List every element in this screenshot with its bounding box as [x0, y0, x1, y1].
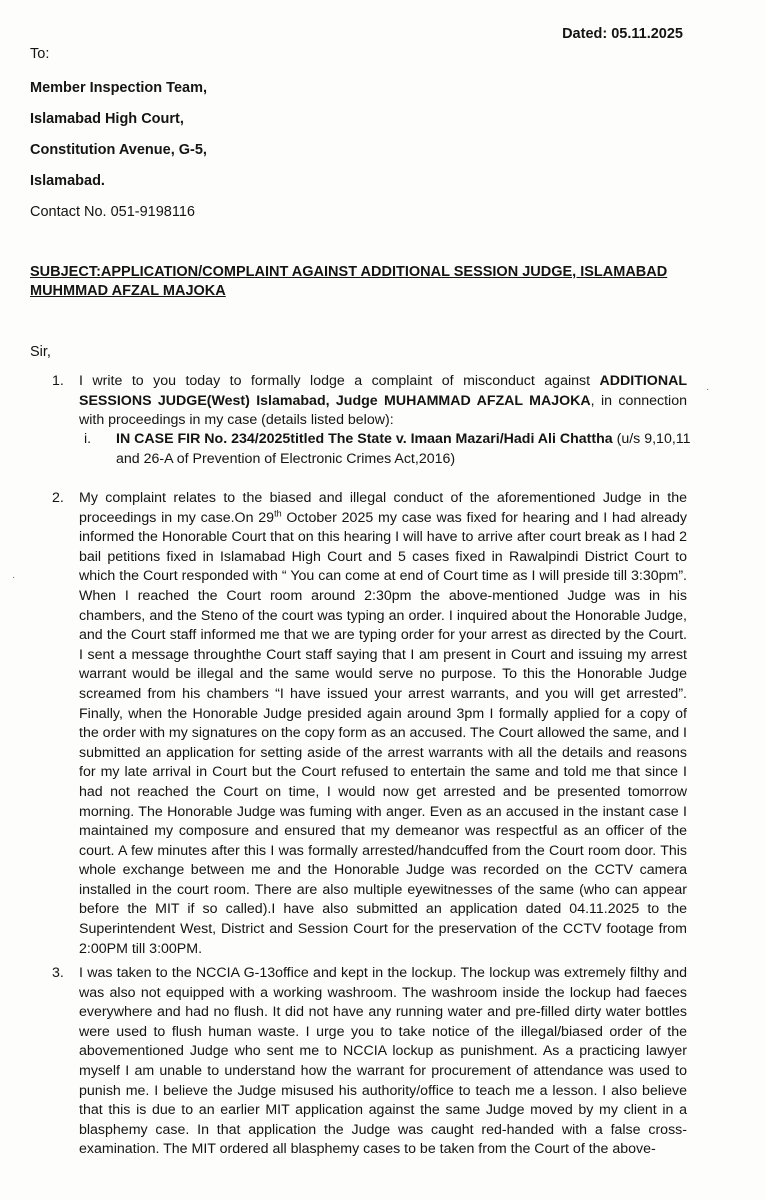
superscript: th: [274, 507, 282, 518]
bold-run: IN CASE FIR No. 234/2025titled The State v. Imaan Mazari/Hadi Ali Chattha: [116, 431, 613, 447]
sub-item-number: i.: [84, 431, 92, 447]
scan-speck: ·: [12, 572, 16, 583]
text-run: October 2025 my case was fixed for hearing and I had already informed the Honorable Court that on this hearing I will have to arrive after court break as I had 2 bail petitions fixed in Islamabad High Court and 5 cases fixed in Rawalpindi District Court to which the Court responded with “ You can come at end of Court time as I will preside till 3:30pm”. When I reached the Court room around 2:30pm the above-mentioned Judge was in his chambers, and the Steno of the court was typing an order. I inquired about the Honorable Judge, and the Court staff informed me that we are typing order for your arrest as directed by the Court. I sent a message throughthe Court staff saying that I am present in Court and issuing my arrest warrant would be illegal and the same would serve no purpose. To this the Honorable Judge screamed from his chambers “I have issued your arrest warrants, and you will get arrested”. Finally, when the Honorable Judge presided again around 3pm I formally applied for a copy of the order with my signatures on the copy form as an accused. The Court allowed the same, and I submitted an application for setting aside of the arrest warrants with all the details and reasons for my late arrival in Court but the Court refused to entertain the same and told me that since I had not reached the Court on time, I would now get arrested and be presented tomorrow morning. The Honorable Judge was fuming with anger. Even as an accused in the instant case I maintained my composure and ensured that my demeanor was respectful as an officer of the court. A few minutes after this I was formally arrested/handcuffed from the Court room door. This whole exchange between me and the Honorable Judge was recorded on the CCTV camera installed in the court room. There are also multiple eyewitnesses of the same (who can appear before the MIT if so called).I have also submitted an application dated 04.11.2025 to the Superintendent West, District and Session Court for the preservation of the CCTV footage from 2:00PM till 3:00PM.: [79, 509, 687, 957]
text-run: (u/s 9,10,11 and 26-A of Prevention of Electronic Crimes Act,2016): [116, 431, 691, 467]
paragraph-body: [79, 489, 687, 959]
date-line: Dated: 05.11.2025: [562, 26, 683, 42]
subject-line: SUBJECT:APPLICATION/COMPLAINT AGAINST ADDITIONAL SESSION JUDGE, ISLAMABAD MUHMMAD AFZAL MAJOKA: [30, 264, 668, 299]
recipient-address: [30, 80, 207, 235]
paragraph-body: [79, 372, 687, 431]
bold-run: ADDITIONAL SESSIONS JUDGE(West) Islamabad, Judge MUHAMMAD AFZAL MAJOKA: [79, 373, 687, 409]
scan-speck: ·: [706, 384, 710, 395]
text-run: I write to you today to formally lodge a complaint of misconduct against: [79, 373, 600, 389]
recipient-line: Islamabad High Court,: [30, 111, 184, 127]
salutation: Sir,: [30, 344, 51, 360]
recipient-line: Member Inspection Team,: [30, 80, 207, 96]
paragraph-number: 2.: [52, 490, 64, 506]
text-run: My complaint relates to the biased and illegal conduct of the aforementioned Judge in the proceedings in my case.On 29: [79, 490, 687, 526]
contact-number: Contact No. 051-9198116: [30, 204, 195, 220]
sub-item-i: [84, 430, 694, 469]
recipient-line: Constitution Avenue, G-5,: [30, 142, 207, 158]
to-label: To:: [30, 46, 50, 62]
paragraph-3: [52, 964, 687, 1160]
paragraph-number: 1.: [52, 373, 64, 389]
paragraph-number: 3.: [52, 965, 64, 981]
paragraph-body: I was taken to the NCCIA G-13office and kept in the lockup. The lockup was extremely filthy and was also not equipped with a working washroom. The washroom inside the lockup had faeces everywhere and had no flush. It did not have any running water and pre-filled dirty water bottles were used to flush human waste. I urge you to take notice of the illegal/biased order of the abovementioned Judge who sent me to NCCIA lockup as punishment. As a practicing lawyer myself I am unable to understand how the warrant for procurement of attendance was used to punish me. I believe the Judge misused his authority/office to teach me a lesson. I also believe that this is due to an earlier MIT application against the same Judge moved by my client in a blasphemy case. In that application the Judge was caught red-handed with a false cross-examination. The MIT ordered all blasphemy cases to be taken from the Court of the above-: [79, 965, 687, 1158]
paragraph-1: [52, 372, 687, 431]
text-run: , in connection with proceedings in my case (details listed below):: [79, 392, 687, 429]
recipient-line: Islamabad.: [30, 173, 105, 189]
paragraph-2: [52, 489, 687, 959]
sub-item-body: [116, 430, 694, 469]
